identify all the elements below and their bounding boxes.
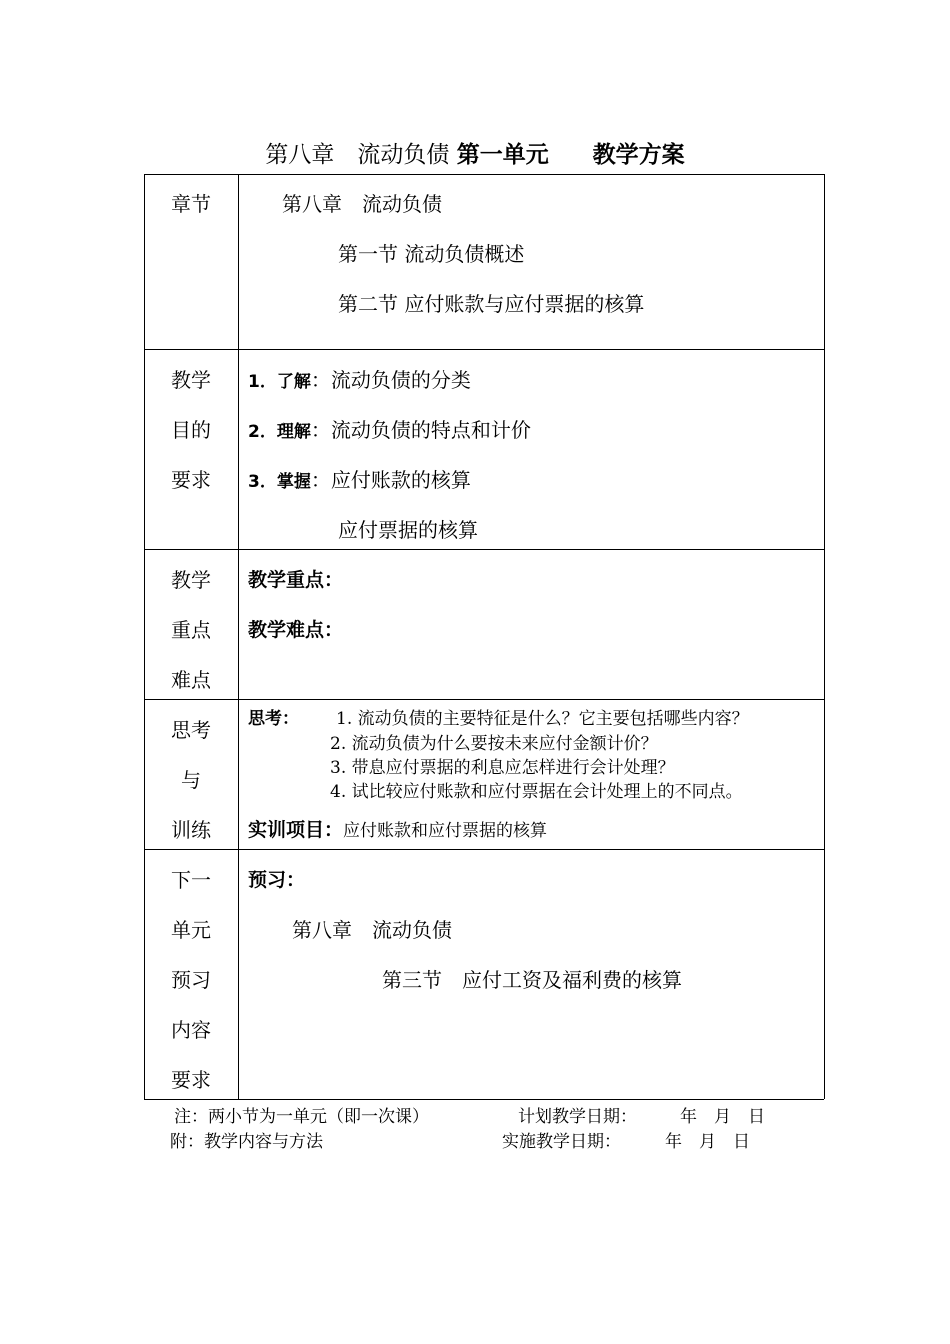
think-label: 思考：	[248, 709, 299, 729]
title-chapter: 第八章 流动负债	[265, 142, 450, 168]
chapter-title: 第八章 流动负债	[282, 192, 442, 216]
implemented-date-label: 实施教学日期：	[502, 1132, 621, 1152]
training-project	[248, 815, 547, 842]
objective-item	[248, 364, 471, 393]
row-divider	[144, 349, 824, 350]
row-label-key-points: 教学	[171, 568, 211, 592]
title-plan: 教学方案	[592, 142, 685, 168]
training-label: 实训项目：	[248, 819, 344, 841]
key-focus-label: 教学重点：	[248, 569, 344, 591]
objective-key: 掌握	[276, 472, 311, 492]
row-label-preview: 要求	[171, 1068, 211, 1092]
objective-key: 理解	[276, 422, 311, 442]
objective-num: 1．	[248, 372, 277, 392]
objective-extra: 应付票据的核算	[338, 518, 478, 542]
row-divider	[144, 849, 824, 850]
objective-num: 2．	[248, 422, 277, 442]
row-label-chapter: 章节	[171, 192, 211, 216]
row-label-objectives: 目的	[171, 418, 211, 442]
question-item: 2. 流动负债为什么要按未来应付金额计价？	[330, 734, 658, 754]
footer-note: 注：两小节为一单元（即一次课）	[174, 1107, 429, 1127]
row-label-preview: 下一	[171, 868, 211, 892]
preview-chapter: 第八章 流动负债	[292, 918, 452, 942]
row-label-objectives: 要求	[171, 468, 211, 492]
planned-date-value: 年 月 日	[680, 1107, 765, 1127]
section-2: 第二节 应付账款与应付票据的核算	[338, 292, 645, 316]
objective-num: 3．	[248, 472, 277, 492]
planned-date-label: 计划教学日期：	[518, 1107, 637, 1127]
title-unit: 第一单元	[456, 142, 549, 168]
row-divider	[144, 549, 824, 550]
column-divider	[238, 174, 239, 1099]
implemented-date-value: 年 月 日	[665, 1132, 750, 1152]
training-text: 应付账款和应付票据的核算	[343, 821, 548, 841]
section-1: 第一节 流动负债概述	[338, 242, 525, 266]
row-label-exercises: 与	[181, 768, 201, 792]
preview-section: 第三节 应付工资及福利费的核算	[382, 968, 682, 992]
row-label-preview: 预习	[171, 968, 211, 992]
question-item: 1. 流动负债的主要特征是什么？它主要包括哪些内容？	[336, 709, 749, 729]
footer-attachment: 附：教学内容与方法	[170, 1132, 323, 1152]
row-label-objectives: 教学	[171, 368, 211, 392]
row-label-key-points: 难点	[171, 668, 211, 692]
question-item: 3. 带息应付票据的利息应怎样进行会计处理？	[330, 758, 675, 778]
table-border-top	[144, 174, 824, 175]
row-divider	[144, 699, 824, 700]
row-label-exercises: 训练	[171, 818, 211, 842]
objective-item	[248, 464, 471, 493]
objective-key: 了解	[276, 372, 311, 392]
key-difficulty-label: 教学难点：	[248, 619, 344, 641]
row-label-exercises: 思考	[171, 718, 211, 742]
row-label-key-points: 重点	[171, 618, 211, 642]
objective-text: ：流动负债的分类	[310, 368, 471, 392]
row-label-preview: 单元	[171, 918, 211, 942]
question-item: 4. 试比较应付账款和应付票据在会计处理上的不同点。	[330, 782, 743, 802]
objective-text: ：应付账款的核算	[310, 468, 471, 492]
page-title	[0, 136, 950, 169]
table-border-bottom	[144, 1099, 824, 1100]
table-border-right	[824, 174, 825, 1099]
row-label-preview: 内容	[171, 1018, 211, 1042]
preview-heading: 预习：	[248, 869, 306, 891]
objective-text: ：流动负债的特点和计价	[310, 418, 531, 442]
objective-item	[248, 414, 531, 443]
